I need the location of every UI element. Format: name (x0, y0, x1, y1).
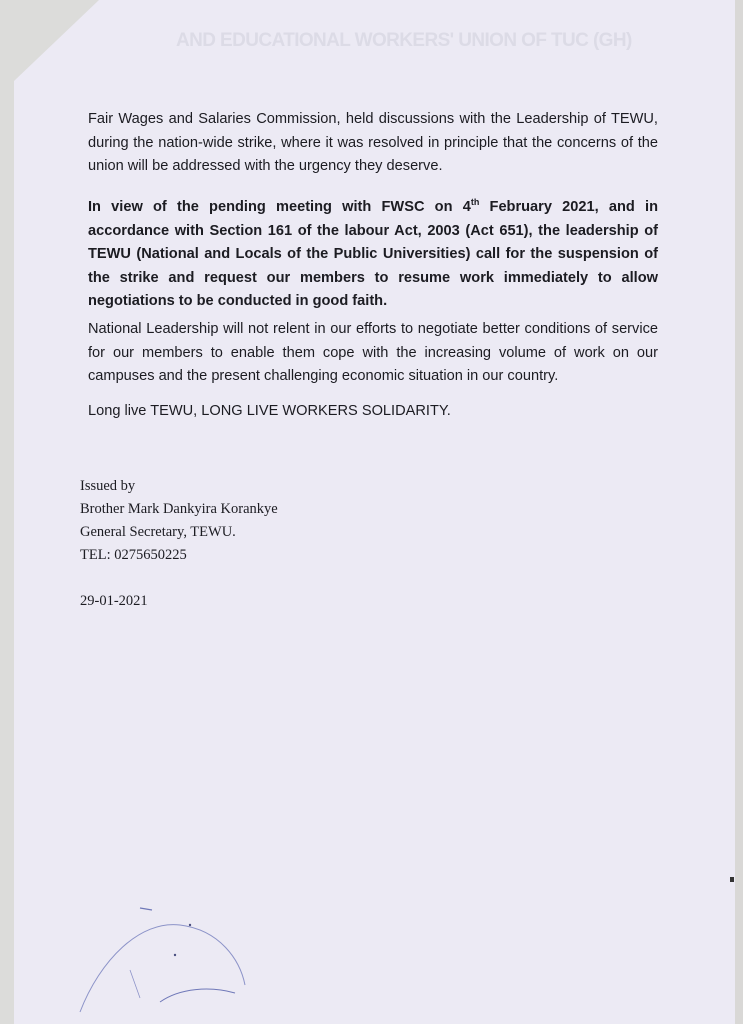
scan-speck (730, 877, 734, 882)
issued-by-label: Issued by (80, 478, 136, 494)
paragraph-strike-suspension (88, 196, 658, 314)
signatory-title: General Secretary, TEWU. (80, 524, 236, 540)
paragraph-national-leadership: National Leadership will not relent in our efforts to negotiate better conditions of service for our members to enable them cope with the increasing volume of work on our campuses and the present challenging economic situation in our country. (88, 321, 658, 384)
resolution-text-start: In view of the pending meeting with FWSC on 4 (88, 199, 471, 215)
resolution-text-end: February 2021, and in accordance with Section 161 of the labour Act, 2003 (Act 651), the leadership of TEWU (National and Locals of the Public Universities) call for the suspension of the strike and request our members to resume work immediately to allow negotiations to be conducted in good faith. (88, 199, 658, 309)
page-edge-shadow (735, 0, 743, 1024)
handwritten-signature (70, 900, 330, 1020)
ordinal-suffix: th (470, 197, 480, 208)
signatory-phone: TEL: 0275650225 (80, 547, 187, 563)
paragraph-solidarity-slogan: Long live TEWU, LONG LIVE WORKERS SOLIDARITY. (88, 403, 451, 419)
signatory-name: Brother Mark Dankyira Korankye (80, 501, 278, 517)
paragraph-fwsc-discussions: Fair Wages and Salaries Commission, held discussions with the Leadership of TEWU, during the nation-wide strike, where it was resolved in principle that the concerns of the union will be addressed with the urgency they deserve. (88, 111, 658, 174)
document-date: 29-01-2021 (80, 593, 148, 609)
bleed-through-header: AND EDUCATIONAL WORKERS' UNION OF TUC (GH) (176, 30, 632, 51)
